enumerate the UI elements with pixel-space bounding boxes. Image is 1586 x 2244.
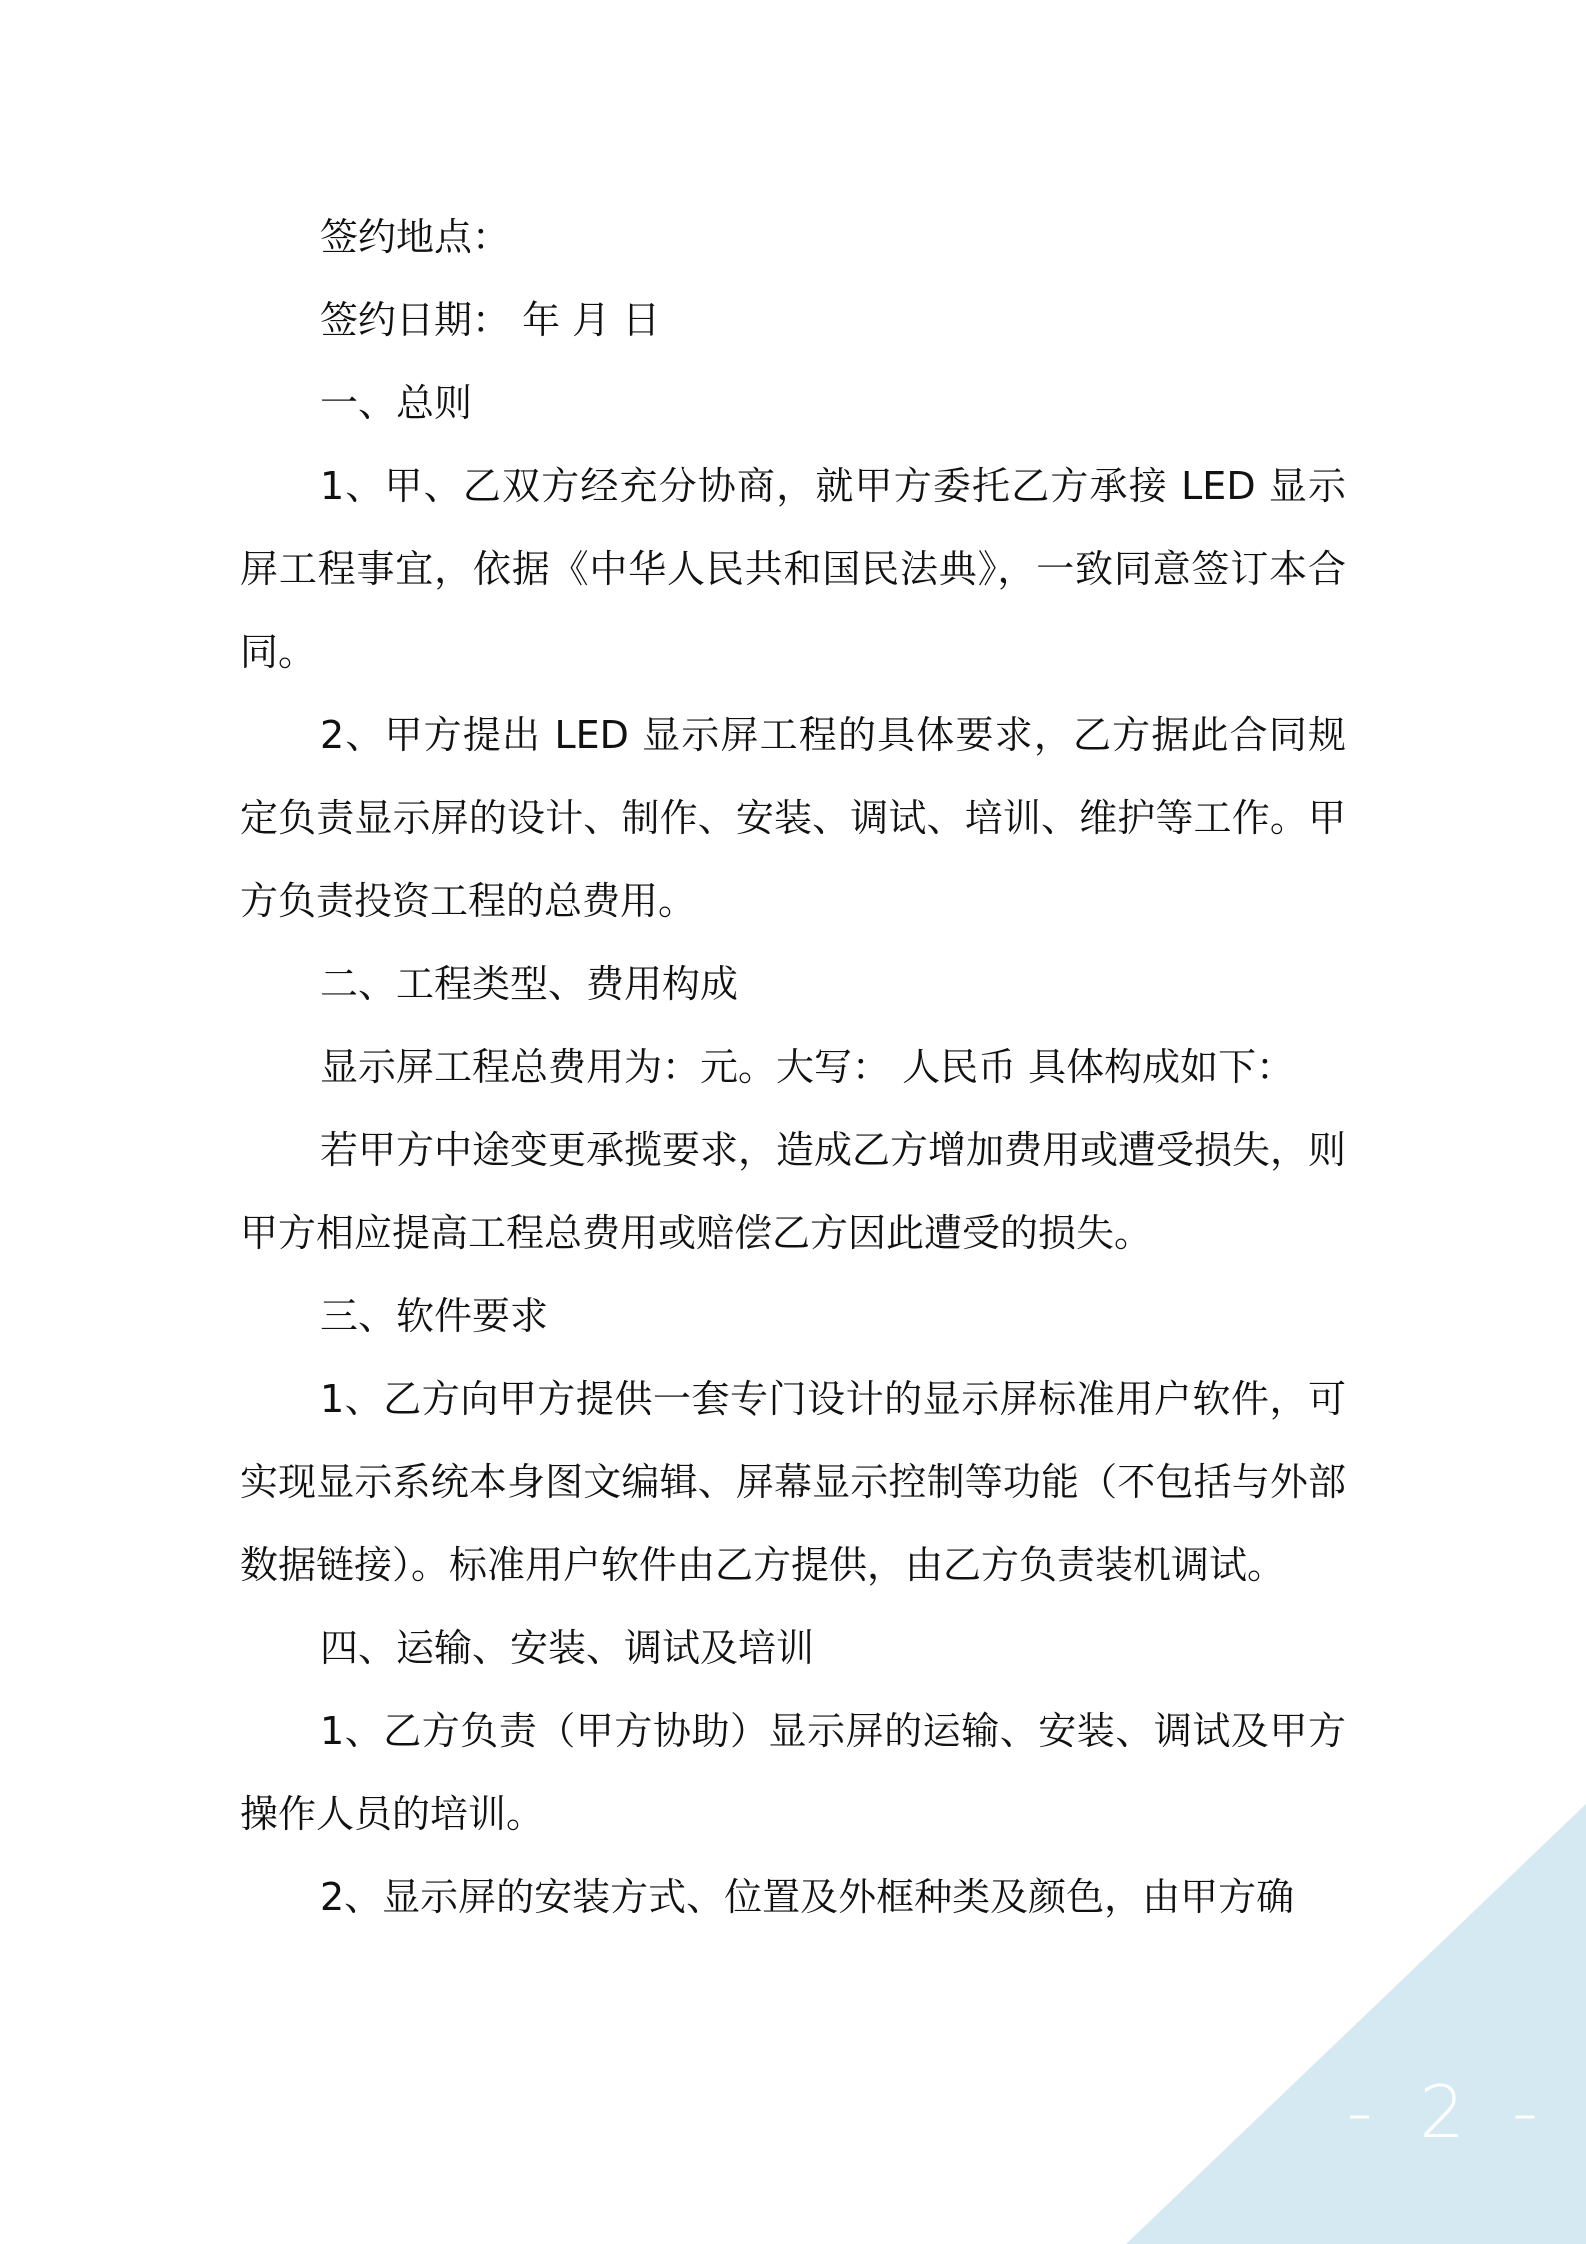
page-number: - 2 - [1346, 2070, 1550, 2154]
clause-3-1: 1、乙方向甲方提供一套专门设计的显示屏标准用户软件，可实现显示系统本身图文编辑、屏幕显示控制等功能（不包括与外部数据链接）。标准用户软件由乙方提供，由乙方负责装机调试。 [240, 1377, 1346, 1587]
section-heading-cost: 二、工程类型、费用构成 [320, 962, 739, 1006]
clause-2-total-cost: 显示屏工程总费用为：元。大写： 人民币 具体构成如下： [320, 1045, 1295, 1089]
signing-location: 签约地点： [320, 215, 511, 259]
clause-4-2: 2、显示屏的安装方式、位置及外框种类及颜色，由甲方确 [320, 1875, 1295, 1919]
signing-date: 签约日期： 年 月 日 [320, 298, 661, 342]
section-heading-transport: 四、运输、安装、调试及培训 [320, 1626, 815, 1670]
section-heading-general: 一、总则 [320, 381, 473, 425]
section-heading-software: 三、软件要求 [320, 1294, 549, 1338]
clause-2-change: 若甲方中途变更承揽要求，造成乙方增加费用或遭受损失，则甲方相应提高工程总费用或赔偿乙方因此遭受的损失。 [240, 1128, 1347, 1255]
corner-decoration [1126, 1804, 1586, 2244]
clause-1-2: 2、甲方提出 LED 显示屏工程的具体要求，乙方据此合同规定负责显示屏的设计、制作、安装、调试、培训、维护等工作。甲方负责投资工程的总费用。 [240, 713, 1346, 923]
corner-triangle [1126, 1804, 1586, 2244]
contract-body [240, 196, 1346, 1939]
clause-4-1: 1、乙方负责（甲方协助）显示屏的运输、安装、调试及甲方操作人员的培训。 [240, 1709, 1346, 1836]
clause-1-1: 1、甲、乙双方经充分协商，就甲方委托乙方承接 LED 显示屏工程事宜，依据《中华人民共和国民法典》，一致同意签订本合同。 [240, 464, 1346, 674]
